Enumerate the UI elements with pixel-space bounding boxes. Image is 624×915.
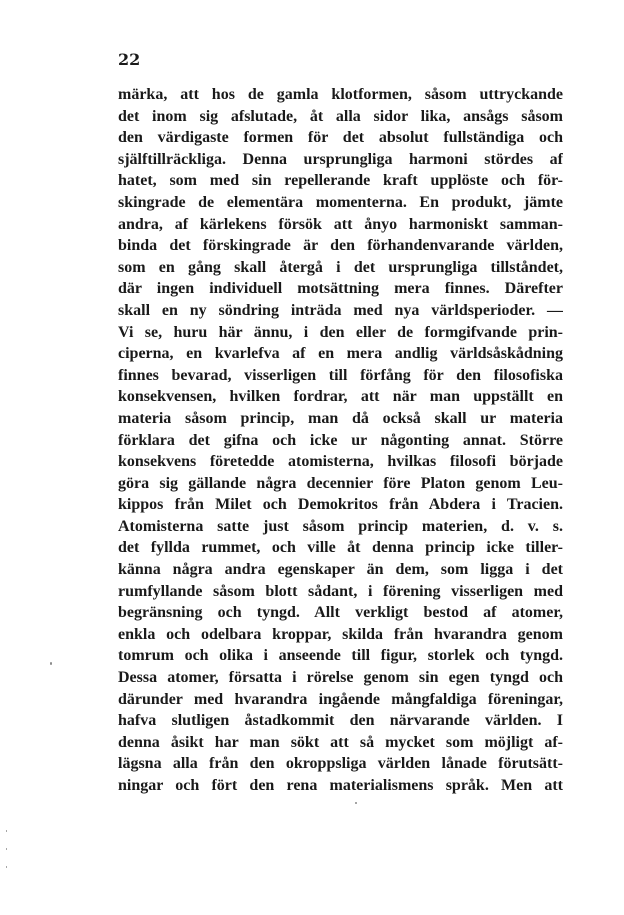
scan-speck: [50, 662, 52, 665]
text-line: materia såsom princip, man då också skall ur materia: [118, 409, 563, 427]
scan-speck: [6, 866, 7, 868]
text-line: denna åsikt har man sökt att så mycket som möjligt af-: [118, 733, 563, 751]
text-line: andra, af kärlekens försök att ånyo harmoniskt samman-: [118, 215, 563, 233]
text-line: konsekvensen, hvilken fordrar, att när man uppställt en: [118, 388, 563, 406]
text-line: Dessa atomer, försatta i rörelse genom sin egen tyngd och: [118, 669, 563, 687]
text-line: märka, att hos de gamla klotformen, såsom uttryckande: [118, 86, 563, 103]
text-line: känna några andra egenskaper än dem, som ligga i det: [118, 561, 563, 579]
text-line: Vi se, huru här ännu, i den eller de formgifvande prin-: [118, 323, 563, 341]
text-line: finnes bevarad, visserligen till förfång för den filosofiska: [118, 366, 563, 384]
body-text: [118, 84, 563, 797]
text-line: den värdigaste formen för det absolut fullständiga och: [118, 129, 563, 147]
text-line: skall en ny söndring inträda med nya världsperioder. —: [118, 301, 563, 319]
text-line: binda det förskingrade är den förhandenvarande världen,: [118, 237, 563, 255]
text-line: förklara det gifna och icke ur någonting annat. Större: [118, 431, 563, 449]
text-line: därunder med hvarandra ingående mångfaldiga föreningar,: [118, 690, 563, 708]
text-line: där ingen individuell motsättning mera finnes. Därefter: [118, 280, 563, 298]
scan-speck: [6, 830, 7, 832]
text-line: det fyllda rummet, och ville åt denna princip icke tiller-: [118, 539, 563, 557]
text-line: konsekvens företedde atomisterna, hvilkas filosofi började: [118, 453, 563, 471]
scan-speck: [6, 848, 7, 850]
text-line: hatet, som med sin repellerande kraft upplöste och för-: [118, 172, 563, 190]
text-line: ciperna, en kvarlefva af en mera andlig världsåskådning: [118, 345, 563, 363]
text-line: begränsning och tyngd. Allt verkligt bestod af atomer,: [118, 604, 563, 622]
text-line: kippos från Milet och Demokritos från Abdera i Tracien.: [118, 496, 563, 514]
text-line: det inom sig afslutade, åt alla sidor lika, ansågs såsom: [118, 107, 563, 125]
scan-speck: [355, 802, 357, 804]
text-line: lägsna alla från den okroppsliga världen lånade förutsätt-: [118, 755, 563, 773]
text-line: själftillräckliga. Denna ursprungliga harmoni stördes af: [118, 150, 563, 168]
text-line: rumfyllande såsom blott sådant, i förening visserligen med: [118, 582, 563, 600]
text-line: skingrade de elementära momenterna. En produkt, jämte: [118, 193, 563, 211]
text-line: tomrum och olika i anseende till figur, storlek och tyngd.: [118, 647, 563, 665]
text-line: Atomisterna satte just såsom princip materien, d. v. s.: [118, 517, 563, 535]
text-line: göra sig gällande några decennier före Platon genom Leu-: [118, 474, 563, 492]
text-line: som en gång skall återgå i det ursprungliga tillståndet,: [118, 258, 563, 276]
text-line: hafva slutligen åstadkommit den närvarande världen. I: [118, 712, 563, 730]
text-line: ningar och fört den rena materialismens språk. Men att: [118, 777, 563, 794]
page-number: 22: [118, 50, 141, 69]
text-line: enkla och odelbara kroppar, skilda från hvarandra genom: [118, 625, 563, 643]
